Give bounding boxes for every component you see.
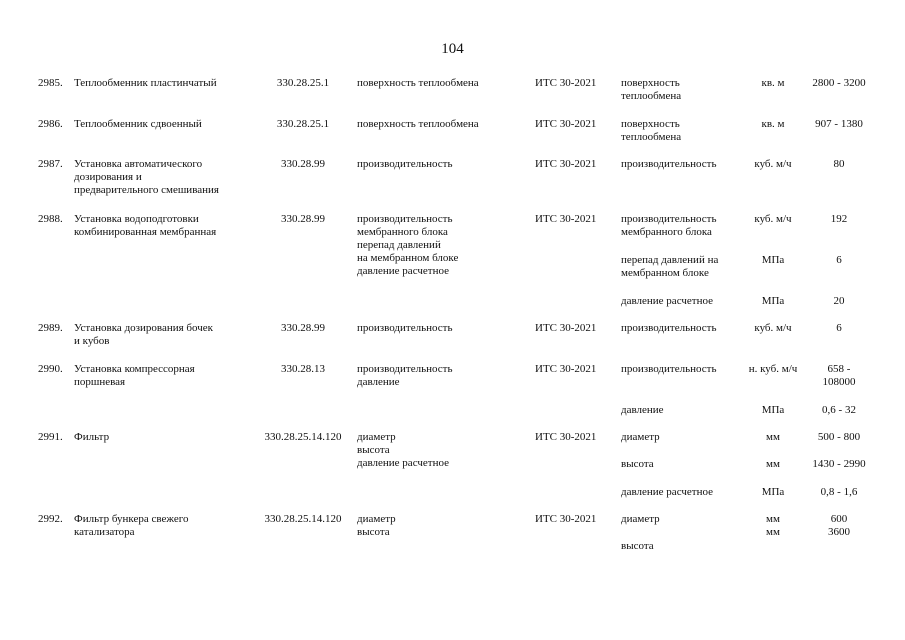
parameter-name: производительность (621, 158, 717, 170)
characteristics: диаметр высота (357, 513, 396, 538)
equipment-name: Фильтр бункера свежего катализатора (74, 513, 189, 538)
okpd-code: 330.28.13 (281, 363, 325, 375)
parameter-unit: мм мм (766, 513, 780, 538)
its-reference: ИТС 30-2021 (535, 363, 597, 375)
characteristics: диаметр высота давление расчетное (357, 431, 449, 469)
row-number: 2989. (38, 322, 63, 334)
parameter-name: давление (621, 404, 664, 416)
parameter-row (0, 458, 905, 470)
equipment-name: Теплообменник пластинчатый (74, 77, 217, 89)
parameter-row (0, 540, 905, 552)
parameter-row (0, 404, 905, 416)
characteristics: производительность давление (357, 363, 453, 388)
its-reference: ИТС 30-2021 (535, 118, 597, 130)
row-number: 2986. (38, 118, 63, 130)
its-reference: ИТС 30-2021 (535, 322, 597, 334)
its-reference: ИТС 30-2021 (535, 77, 597, 89)
row-number: 2992. (38, 513, 63, 525)
okpd-code: 330.28.25.1 (276, 77, 330, 89)
parameter-value: 6 (836, 254, 842, 266)
parameter-value: 20 (833, 295, 845, 307)
equipment-name: Установка автоматического дозирования и предварительного смешивания (74, 158, 219, 196)
equipment-name: Установка водоподготовки комбинированная мембранная (74, 213, 217, 238)
parameter-value: 192 (830, 213, 848, 225)
its-reference: ИТС 30-2021 (535, 213, 597, 225)
parameter-unit: МПа (761, 404, 785, 416)
parameter-value: 0,6 - 32 (822, 404, 856, 416)
parameter-name: производительность мембранного блока (621, 213, 717, 238)
parameter-unit: МПа (761, 295, 785, 307)
row-number: 2991. (38, 431, 63, 443)
its-reference: ИТС 30-2021 (535, 158, 597, 170)
row-number: 2985. (38, 77, 63, 89)
page-number: 104 (441, 41, 464, 57)
row-number: 2988. (38, 213, 63, 225)
parameter-unit: мм (766, 431, 780, 443)
parameter-value: 0,8 - 1,6 (820, 486, 858, 498)
parameter-value: 907 - 1380 (815, 118, 863, 130)
parameter-unit: мм (766, 458, 780, 470)
okpd-code: 330.28.25.14.120 (264, 513, 342, 525)
parameter-unit: МПа (761, 486, 785, 498)
equipment-name: Фильтр (74, 431, 110, 443)
parameter-value: 500 - 800 (817, 431, 861, 443)
parameter-name: высота (621, 458, 654, 470)
parameter-name: производительность (621, 322, 717, 334)
parameter-value: 6 (836, 322, 842, 334)
row-number: 2987. (38, 158, 63, 170)
parameter-name: диаметр (621, 513, 660, 525)
characteristics: производительность (357, 322, 453, 334)
parameter-name: давление расчетное (621, 486, 713, 498)
characteristics: поверхность теплообмена (357, 118, 479, 130)
parameter-unit: куб. м/ч (754, 158, 792, 170)
parameter-name: поверхность теплообмена (621, 77, 682, 102)
parameter-unit: куб. м/ч (754, 213, 792, 225)
parameter-unit: кв. м (761, 77, 785, 89)
okpd-code: 330.28.99 (281, 158, 325, 170)
parameter-row (0, 295, 905, 307)
parameter-value: 600 3600 (828, 513, 850, 538)
parameter-row (0, 486, 905, 498)
parameter-name: перепад давлений на мембранном блоке (621, 254, 719, 279)
parameter-value: 2800 - 3200 (812, 77, 866, 89)
parameter-value: 658 - 108000 (822, 363, 856, 388)
row-number: 2990. (38, 363, 63, 375)
characteristics: производительность мембранного блока перепад давлений на мембранном блоке давление расчетное (357, 213, 459, 277)
parameter-unit: кв. м (761, 118, 785, 130)
parameter-value: 80 (833, 158, 845, 170)
parameter-value: 1430 - 2990 (812, 458, 866, 470)
characteristics: производительность (357, 158, 453, 170)
okpd-code: 330.28.25.1 (276, 118, 330, 130)
parameter-unit: н. куб. м/ч (748, 363, 798, 375)
its-reference: ИТС 30-2021 (535, 431, 597, 443)
characteristics: поверхность теплообмена (357, 77, 479, 89)
its-reference: ИТС 30-2021 (535, 513, 597, 525)
okpd-code: 330.28.25.14.120 (264, 431, 342, 443)
parameter-row (0, 254, 905, 279)
parameter-name: диаметр (621, 431, 660, 443)
equipment-name: Установка компрессорная поршневая (74, 363, 195, 388)
equipment-name: Установка дозирования бочек и кубов (74, 322, 213, 347)
parameter-name: давление расчетное (621, 295, 713, 307)
equipment-name: Теплообменник сдвоенный (74, 118, 202, 130)
parameter-name: поверхность теплообмена (621, 118, 682, 143)
parameter-unit: МПа (761, 254, 785, 266)
parameter-name: высота (621, 540, 654, 552)
parameter-name: производительность (621, 363, 717, 375)
okpd-code: 330.28.99 (281, 322, 325, 334)
parameter-unit: куб. м/ч (754, 322, 792, 334)
okpd-code: 330.28.99 (281, 213, 325, 225)
